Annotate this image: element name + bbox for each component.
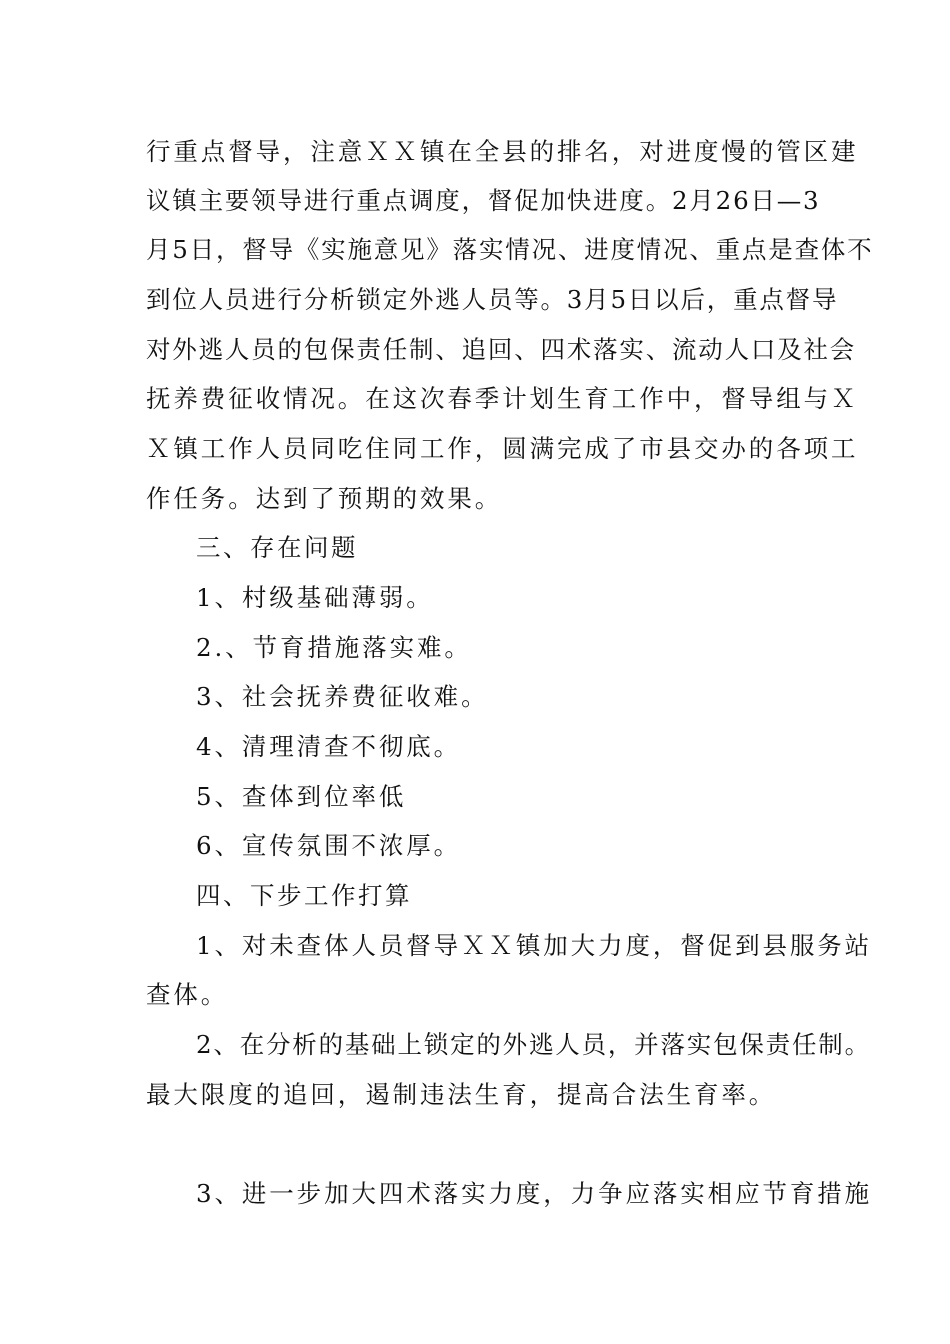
paragraph-line: 对外逃人员的包保责任制、追回、四术落实、流动人口及社会 <box>146 335 857 364</box>
list-item: 4、清理清查不彻底。 <box>196 732 462 761</box>
list-item: 5、查体到位率低 <box>196 782 407 811</box>
paragraph-line: 作任务。达到了预期的效果。 <box>146 484 503 513</box>
list-item-continuation: 最大限度的追回，遏制违法生育，提高合法生育率。 <box>146 1080 777 1109</box>
paragraph-line: 行重点督导，注意ＸＸ镇在全县的排名，对进度慢的管区建 <box>146 137 859 166</box>
list-item-continuation: 查体。 <box>146 980 229 1009</box>
list-item: 3、社会抚养费征收难。 <box>196 682 489 711</box>
section-heading: 三、存在问题 <box>196 533 358 562</box>
paragraph-line: Ｘ镇工作人员同吃住同工作，圆满完成了市县交办的各项工 <box>146 434 859 463</box>
paragraph-line: 抚养费征收情况。在这次春季计划生育工作中，督导组与Ｘ <box>146 384 859 413</box>
section-heading: 四、下步工作打算 <box>196 881 412 910</box>
list-item: 3、进一步加大四术落实力度，力争应落实相应节育措施 <box>196 1179 873 1208</box>
list-item: 1、村级基础薄弱。 <box>196 583 434 612</box>
list-item: 2、在分析的基础上锁定的外逃人员，并落实包保责任制。 <box>196 1030 871 1059</box>
list-item: 1、对未查体人员督导ＸＸ镇加大力度，督促到县服务站 <box>196 931 873 960</box>
list-item: 2.、节育措施落实难。 <box>196 633 472 662</box>
list-item: 6、宣传氛围不浓厚。 <box>196 831 462 860</box>
paragraph-line: 到位人员进行分析锁定外逃人员等。3月5日以后，重点督导 <box>146 285 839 314</box>
paragraph-line: 月5日，督导《实施意见》落实情况、进度情况、重点是查体不 <box>146 235 874 264</box>
paragraph-line: 议镇主要领导进行重点调度，督促加快进度。2月26日—3 <box>146 186 821 215</box>
